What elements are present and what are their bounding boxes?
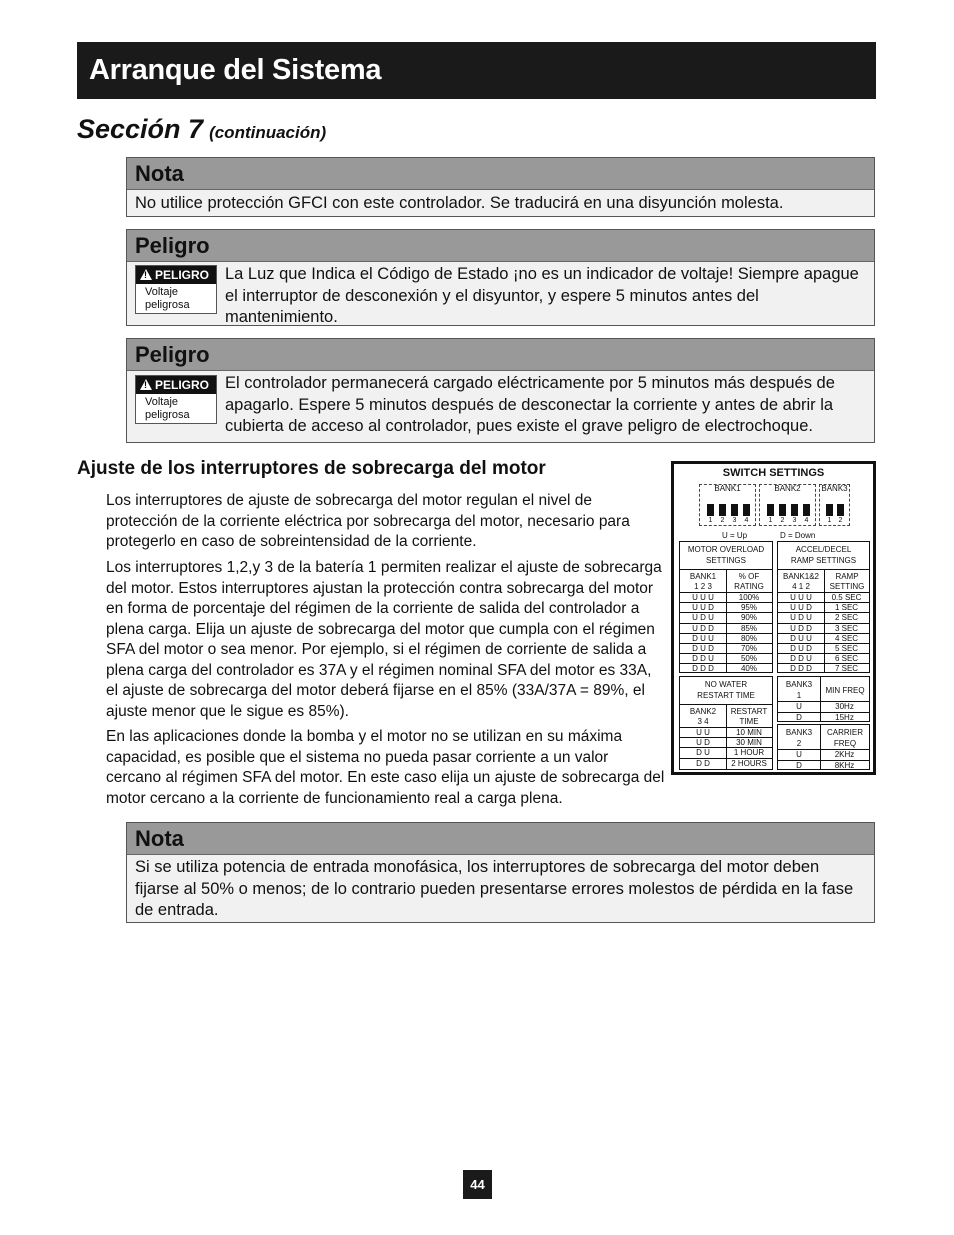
table-title: MOTOR OVERLOAD <box>687 545 765 554</box>
page-number: 44 <box>463 1170 492 1199</box>
table-cell-switch: D D <box>696 758 710 768</box>
table-cell-switch: D <box>796 712 802 722</box>
dip-bank-label: BANK2 <box>774 484 801 493</box>
table-title: ACCEL/DECEL <box>795 545 852 554</box>
column-header: 4 1 2 <box>792 582 810 591</box>
danger-badge <box>135 265 217 314</box>
page-header-bar <box>77 42 876 99</box>
table-cell-value: 2 HOURS <box>731 758 767 768</box>
table-row <box>778 663 869 674</box>
dip-bank-label: BANK1 <box>714 484 741 493</box>
dip-switch-bank1 <box>699 484 756 526</box>
table-cell-switch: U D <box>696 738 710 748</box>
table-cell-switch: D D U <box>790 654 812 664</box>
table-cell-value: 6 SEC <box>834 654 859 664</box>
column-header: BANK3 <box>785 680 813 689</box>
table-cell-value: 80% <box>740 633 757 643</box>
table-cell-switch: D U D <box>692 644 714 653</box>
table-cell-value: 2 SEC <box>834 613 859 623</box>
danger-heading-bar <box>127 339 874 371</box>
table-cell-value: 10 MIN <box>736 728 762 737</box>
danger-badge-label <box>136 266 216 284</box>
dip-switch <box>803 504 810 516</box>
table-title: NO WATER <box>704 680 748 689</box>
column-header: SETTING <box>829 582 865 591</box>
table-cell-value: 95% <box>740 603 757 613</box>
dip-switch-number: 3 <box>792 517 797 524</box>
table-title: SETTINGS <box>705 556 746 565</box>
table-cell-value: 1 SEC <box>834 603 859 613</box>
switch-settings-panel <box>671 461 876 775</box>
column-header: BANK1 <box>689 572 717 581</box>
danger-heading: Peligro <box>135 233 210 258</box>
danger-badge-text: PELIGRO <box>155 378 210 392</box>
restart-time-table <box>679 676 773 770</box>
paragraph-overload-example: Los interruptores 1,2,y 3 de la batería 1 permiten realizar el ajuste de sobrecarga del motor. Estos interruptores ajustan la protección contra sobrecarga del motor en forma de porcentaje del régimen de la corriente de salida del controlador a plena carga. Elija un ajuste de sobrecarga del motor que cumpla con el régimen SFA del motor o sea menor. Por ejemplo, si el régimen de corriente de salida a plena carga del controlador es 37A y el régimen nominal SFA del motor es 33A, el ajuste de sobrecarga del motor deberá fijarse en el 85% (33A/37A = 89%, el ajuste menor que le sigue es 85%). <box>106 559 662 720</box>
danger-badge-subtext: Voltaje peligrosa <box>145 396 190 421</box>
dip-switch-bank3 <box>819 484 850 526</box>
table-cell-value: 4 SEC <box>834 633 859 643</box>
table-cell-value: 0.5 SEC <box>831 593 862 602</box>
table-cell-value: 70% <box>740 644 757 653</box>
warning-triangle-icon: ! <box>140 269 152 280</box>
note-heading: Nota <box>135 826 184 851</box>
table-cell-value: 30 MIN <box>736 738 762 748</box>
min-frequency-table <box>777 676 870 722</box>
note-box-gfci <box>126 157 875 217</box>
column-header: MIN FREQ <box>825 686 865 695</box>
subsection-title: Ajuste de los interruptores de sobrecarga del motor <box>77 458 546 479</box>
table-row <box>680 758 772 769</box>
dip-switch-number: 2 <box>838 517 843 524</box>
table-cell-value: 8KHz <box>834 760 855 770</box>
dip-switch <box>791 504 798 516</box>
table-cell-value: 15Hz <box>835 712 854 722</box>
dip-switch <box>743 504 750 516</box>
table-title: RESTART TIME <box>697 691 755 700</box>
dip-switch-number: 1 <box>768 517 773 524</box>
table-cell-switch: U D D <box>692 623 714 633</box>
legend-up: U = Up <box>722 531 748 540</box>
table-cell-value: 40% <box>740 664 757 674</box>
ramp-settings-table <box>777 541 870 673</box>
table-cell-switch: D D D <box>692 664 714 674</box>
dip-switch-number: 1 <box>708 517 713 524</box>
table-cell-value: 85% <box>740 623 757 633</box>
dip-switch-number: 4 <box>744 517 749 524</box>
table-cell-value: 7 SEC <box>834 664 859 674</box>
danger-text: La Luz que Indica el Código de Estado ¡no es un indicador de voltaje! Siempre apague el interruptor de desconexión y el disyuntor, y espere 5 minutos antes del mantenimiento. <box>225 265 859 326</box>
column-header: 2 <box>796 739 802 748</box>
legend-down: D = Down <box>780 531 816 540</box>
page-header-title: Arranque del Sistema <box>89 54 382 86</box>
column-header: BANK3 <box>785 728 813 737</box>
table-cell-switch: U U U <box>692 593 714 602</box>
danger-badge-subtext: Voltaje peligrosa <box>145 286 190 311</box>
column-header: 3 4 <box>697 717 709 726</box>
table-cell-switch: D D U <box>692 654 714 664</box>
note-text: No utilice protección GFCI con este controlador. Se traducirá en una disyunción molesta. <box>135 194 784 212</box>
table-cell-value: 90% <box>740 613 757 623</box>
table-cell-switch: U U U <box>790 593 812 602</box>
table-row <box>778 760 869 772</box>
column-header: BANK2 <box>689 707 717 716</box>
dip-switch <box>779 504 786 516</box>
table-cell-switch: U D U <box>692 613 714 623</box>
table-cell-switch: U D D <box>790 623 812 633</box>
section-title-text: Sección 7 <box>77 114 204 144</box>
carrier-frequency-table <box>777 724 870 770</box>
dip-switch <box>731 504 738 516</box>
table-cell-switch: U U D <box>692 603 714 613</box>
table-cell-value: 2KHz <box>834 750 855 759</box>
table-cell-switch: D U U <box>692 633 714 643</box>
table-cell-switch: D <box>796 760 802 770</box>
note-heading-bar <box>127 823 874 855</box>
section-title <box>77 114 326 145</box>
note-box-single-phase <box>126 822 875 923</box>
column-header: 1 2 3 <box>694 582 712 591</box>
column-header: RAMP <box>835 572 859 581</box>
table-cell-value: 50% <box>740 654 757 664</box>
dip-switch-number: 2 <box>720 517 725 524</box>
table-row <box>680 663 772 674</box>
dip-switch <box>767 504 774 516</box>
dip-switch-number: 1 <box>827 517 832 524</box>
dip-switch <box>837 504 844 516</box>
table-cell-switch: U U D <box>790 603 812 613</box>
table-cell-value: 1 HOUR <box>733 748 765 758</box>
column-header: % OF <box>738 572 760 581</box>
danger-badge <box>135 375 217 424</box>
table-cell-switch: U <box>796 702 802 711</box>
dip-switch <box>707 504 714 516</box>
warning-triangle-icon: ! <box>140 379 152 390</box>
dip-switch-number: 4 <box>804 517 809 524</box>
danger-heading: Peligro <box>135 342 210 367</box>
note-text: Si se utiliza potencia de entrada monofásica, los interruptores de sobrecarga del motor deben fijarse al 50% o menos; de lo contrario pueden presentarse errores molestos de pérdida en la fase de entrada. <box>135 858 854 919</box>
table-row <box>778 712 869 724</box>
switch-panel-title: SWITCH SETTINGS <box>722 467 825 479</box>
table-cell-switch: U D U <box>790 613 812 623</box>
paragraph-partial-load: En las aplicaciones donde la bomba y el motor no se utilizan en su máxima capacidad, es posible que el sistema no pueda pasar corriente a un valor cercano al régimen SFA del motor. En este caso elija un ajuste de sobrecarga del motor cercano a la corriente de funcionamiento real a carga plena. <box>106 728 665 807</box>
danger-badge-label <box>136 376 216 394</box>
table-cell-switch: D U U <box>790 633 812 643</box>
table-cell-value: 100% <box>738 593 760 602</box>
danger-badge-text: PELIGRO <box>155 268 210 282</box>
danger-text: El controlador permanecerá cargado eléctricamente por 5 minutos más después de apagarlo. Espere 5 minutos después de desconectar la corriente y antes de abrir la cubierta de acceso al controlador, pues existe el grave peligro de electrochoque. <box>225 374 835 435</box>
column-header: FREQ <box>833 739 857 748</box>
dip-switch-bank2 <box>759 484 816 526</box>
table-title: RAMP SETTINGS <box>790 556 857 565</box>
section-subtitle: (continuación) <box>209 123 327 142</box>
danger-box-capacitor <box>126 338 875 443</box>
note-heading-bar <box>127 158 874 190</box>
column-header: 1 <box>796 691 802 700</box>
table-cell-switch: D U <box>696 748 710 758</box>
column-header: RATING <box>734 582 764 591</box>
dip-switch-number: 2 <box>780 517 785 524</box>
dip-switch <box>719 504 726 516</box>
table-cell-value: 3 SEC <box>834 623 859 633</box>
danger-box-status-light <box>126 229 875 326</box>
table-cell-switch: U <box>796 750 802 759</box>
column-header: CARRIER <box>826 728 863 737</box>
motor-overload-table <box>679 541 773 673</box>
column-header: RESTART <box>730 707 768 716</box>
table-cell-switch: D U D <box>790 644 812 653</box>
table-cell-switch: U U <box>696 728 710 737</box>
dip-switch <box>826 504 833 516</box>
table-cell-value: 5 SEC <box>834 644 859 653</box>
dip-switch-number: 3 <box>732 517 737 524</box>
table-cell-value: 30Hz <box>835 702 854 711</box>
table-cell-switch: D D D <box>790 664 812 674</box>
column-header: TIME <box>739 717 759 726</box>
note-heading: Nota <box>135 161 184 186</box>
paragraph-intro: Los interruptores de ajuste de sobrecarga del motor regulan el nivel de protección de la corriente eléctrica por sobrecarga del motor, necesario para protegerlo en caso de sobreintensidad de la corriente. <box>106 492 630 550</box>
dip-bank-label: BANK3 <box>821 484 848 493</box>
danger-heading-bar <box>127 230 874 262</box>
column-header: BANK1&2 <box>782 572 820 581</box>
